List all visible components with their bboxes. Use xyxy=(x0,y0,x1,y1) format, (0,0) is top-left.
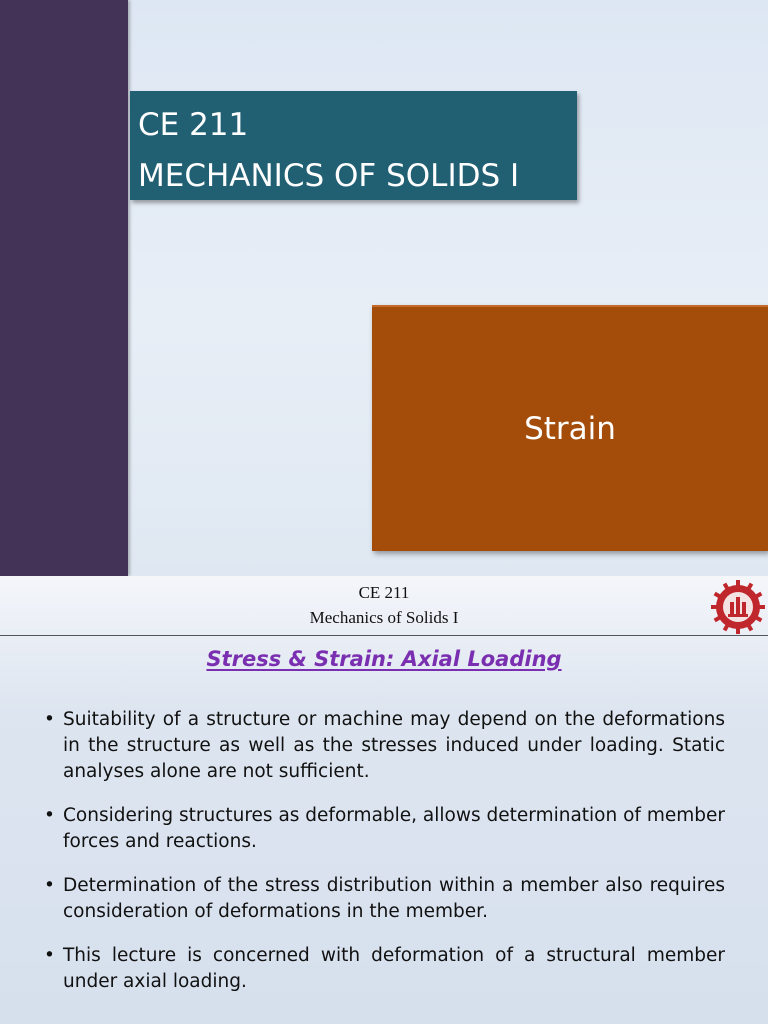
slide-header xyxy=(0,576,768,636)
bullet-text: Suitability of a structure or machine may depend on the deformations in the structure as well as the stresses induced under loading. Static analyses alone are not sufficient. xyxy=(63,709,725,782)
header-course-name: Mechanics of Solids I xyxy=(309,608,459,627)
topic-box xyxy=(372,305,768,551)
topic-title: Strain xyxy=(524,411,616,447)
bullet-text: Determination of the stress distribution within a member also requires consideration of deformations in the member. xyxy=(63,875,725,922)
bullet-item xyxy=(44,873,725,925)
header-course-code: CE 211 xyxy=(358,583,410,602)
content-slide xyxy=(0,576,768,1024)
bullet-dot: • xyxy=(44,805,55,826)
bullet-dot: • xyxy=(44,945,55,966)
bullet-item xyxy=(44,707,725,785)
header-divider xyxy=(0,635,768,636)
bullet-text: Considering structures as deformable, allows determination of member forces and reactions. xyxy=(63,805,725,852)
bullet-list xyxy=(44,707,725,1013)
university-seal-icon xyxy=(709,578,767,636)
bullet-dot: • xyxy=(44,875,55,896)
bullet-text: This lecture is concerned with deformation of a structural member under axial loading. xyxy=(63,945,725,992)
course-name-title: MECHANICS OF SOLIDS I xyxy=(138,158,520,194)
bullet-item xyxy=(44,803,725,855)
sidebar-accent-bar xyxy=(0,0,128,576)
course-code-title: CE 211 xyxy=(138,107,249,143)
bullet-item xyxy=(44,943,725,995)
bullet-dot: • xyxy=(44,709,55,730)
course-title-box xyxy=(130,91,577,200)
slide-title: Stress & Strain: Axial Loading xyxy=(206,647,562,671)
